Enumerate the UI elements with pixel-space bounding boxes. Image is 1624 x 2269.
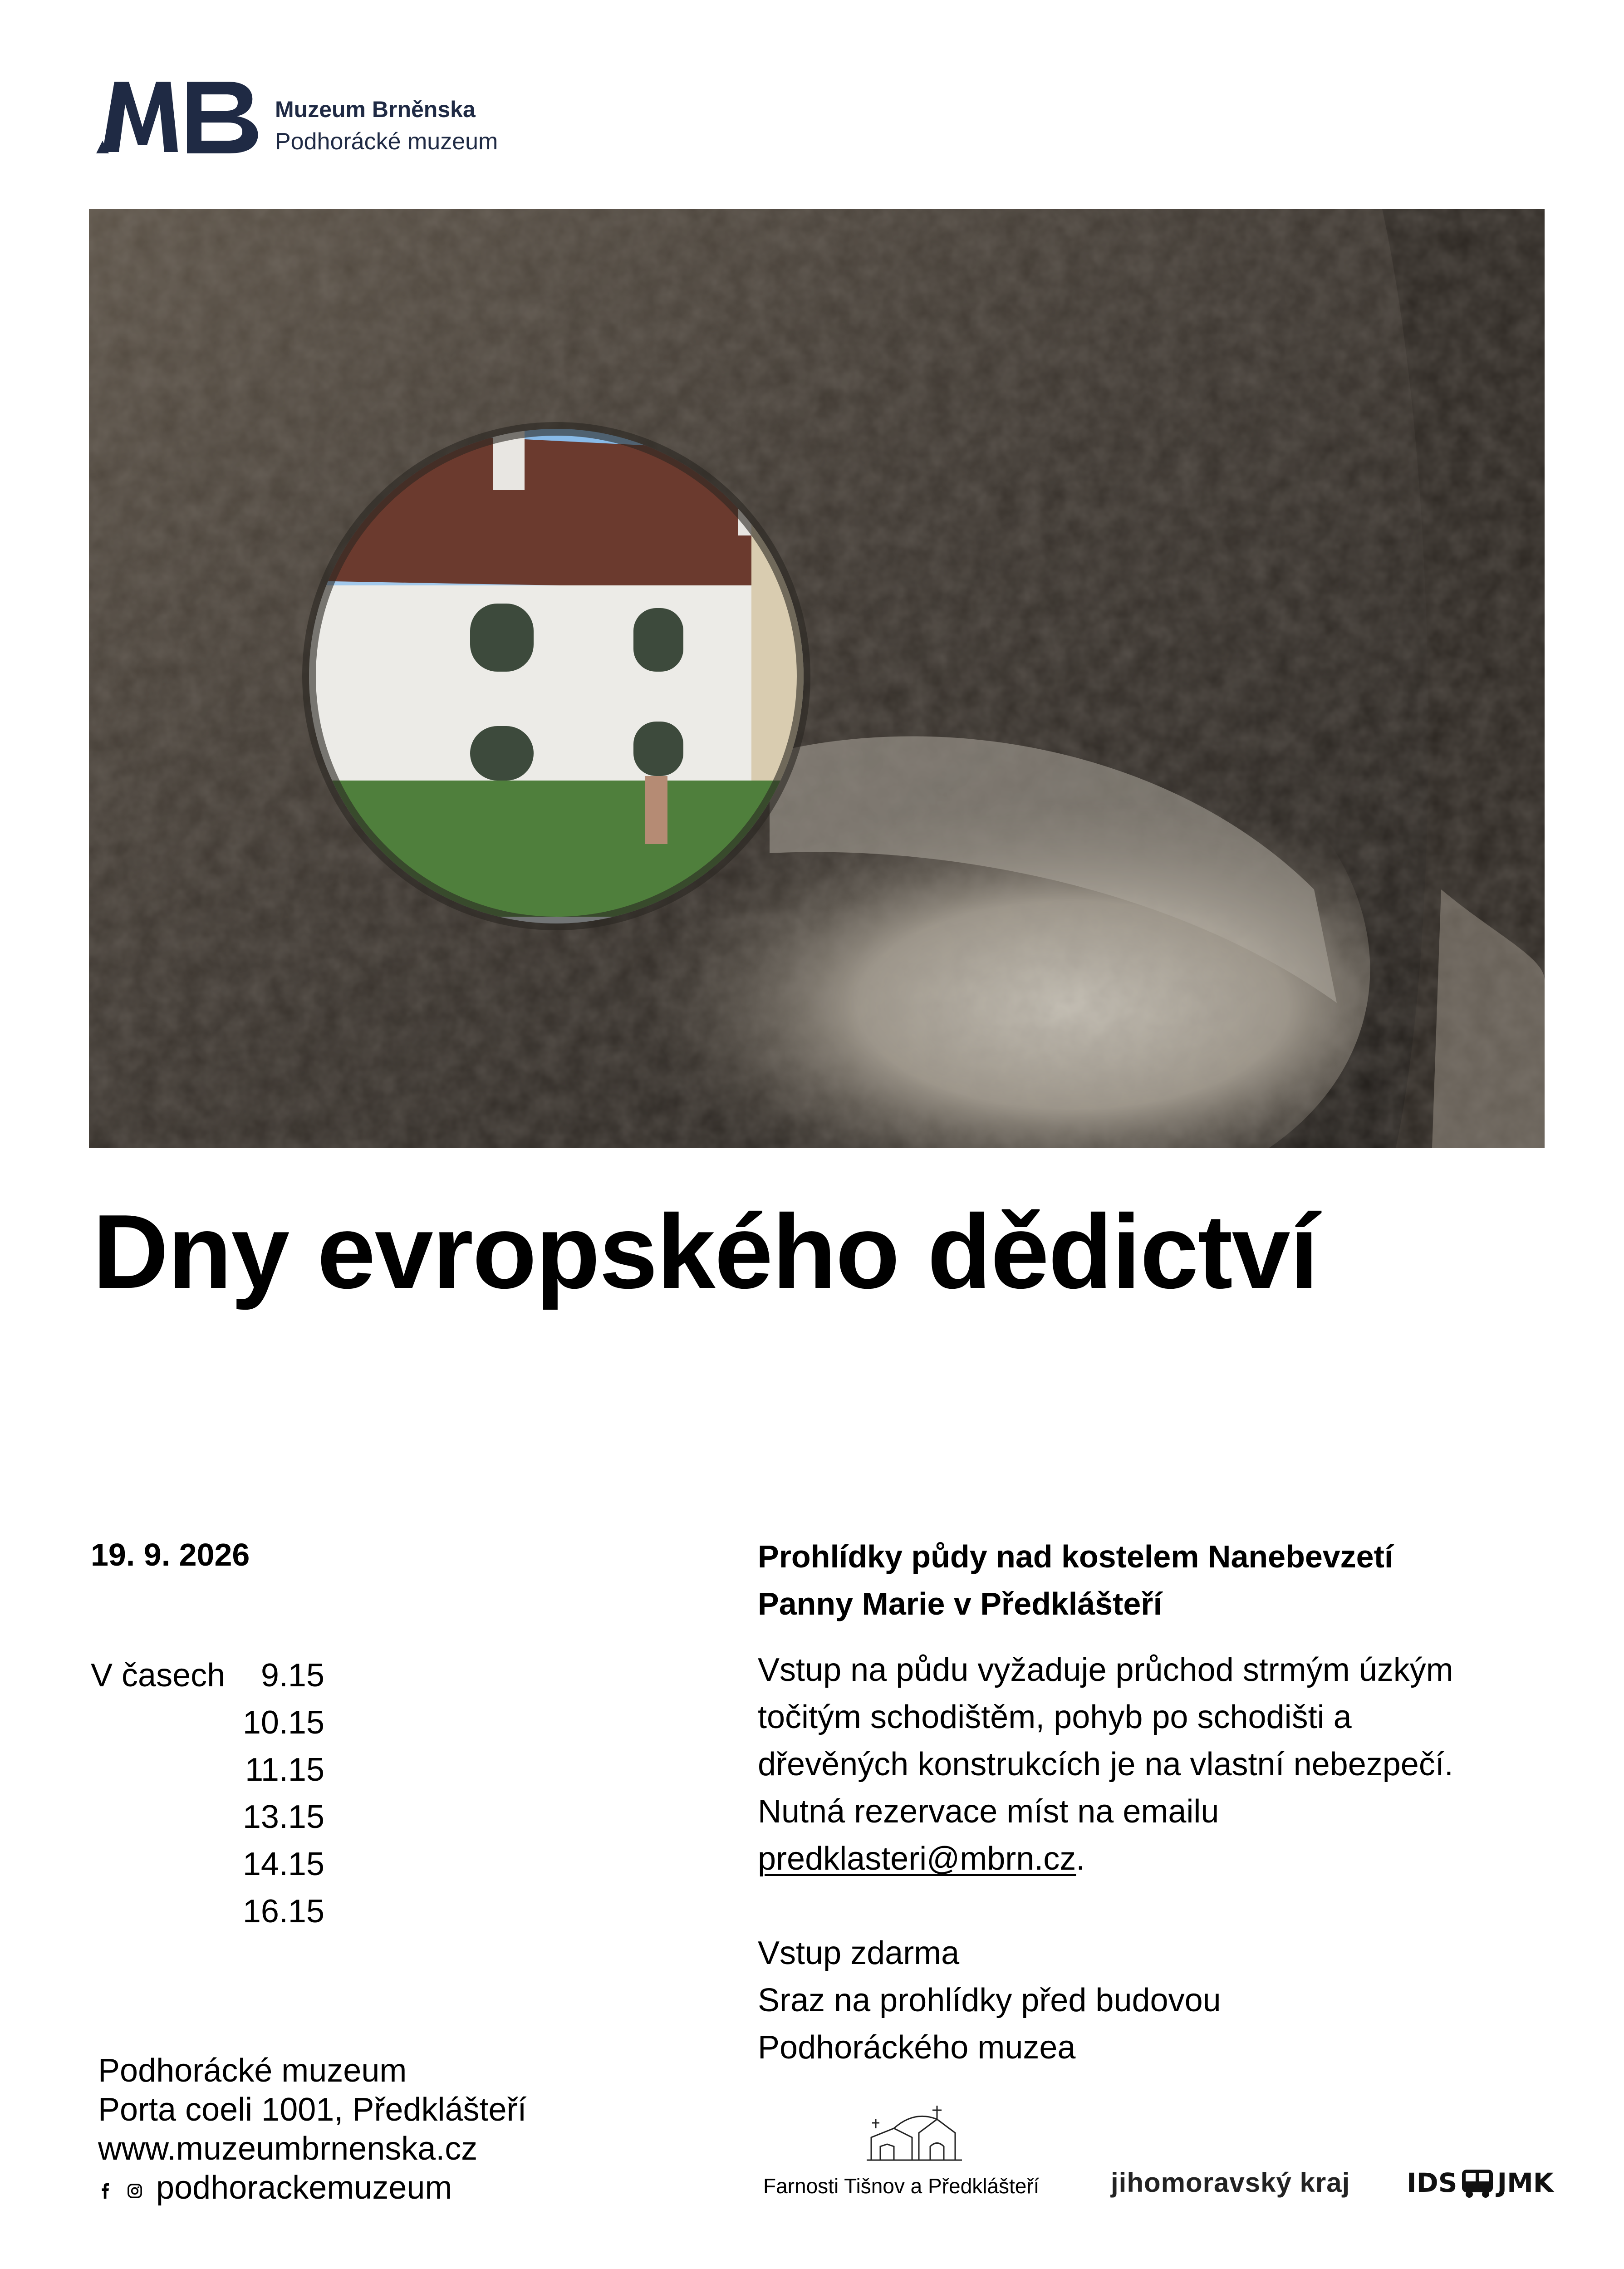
ids-right-text: JMK	[1497, 2167, 1554, 2198]
bus-icon	[1459, 2167, 1496, 2199]
logo-title: Muzeum Brněnska	[275, 97, 476, 122]
schedule-row	[91, 1841, 324, 1888]
ids-jmk-logo	[1407, 2165, 1554, 2201]
schedule-row	[91, 1793, 324, 1841]
schedule-label: V časech	[91, 1657, 226, 1694]
social-handle[interactable]: podhorackemuzeum	[156, 2170, 452, 2206]
schedule-row	[91, 1699, 324, 1746]
time-slot: 11.15	[245, 1752, 324, 1788]
body-line: dřevěných konstrukcích je na vlastní nebezpečí.	[758, 1746, 1453, 1783]
info-line: Podhoráckého muzea	[758, 2029, 1076, 2066]
parish-logo	[862, 2101, 967, 2165]
schedule-row	[91, 1652, 324, 1699]
body-line: točitým schodištěm, pohyb po schodišti a	[758, 1699, 1352, 1735]
time-schedule	[91, 1652, 324, 1935]
ids-left-text: IDS	[1407, 2167, 1457, 2198]
venue-address: Porta coeli 1001, Předklášteří	[98, 2092, 527, 2128]
region-logo: jihomoravský kraj	[1111, 2167, 1350, 2198]
page-title: Dny evropského dědictví	[93, 1193, 1318, 1311]
event-info	[758, 1930, 1538, 2071]
instagram-icon[interactable]	[127, 2183, 142, 2199]
event-heading	[758, 1533, 1538, 1627]
email-line	[758, 1835, 1538, 1882]
info-line: Vstup zdarma	[758, 1935, 960, 1971]
event-description	[758, 1533, 1538, 2071]
event-body	[758, 1646, 1538, 1882]
social-row	[98, 2168, 527, 2207]
time-slot: 10.15	[242, 1704, 324, 1741]
time-slot: 9.15	[260, 1657, 324, 1694]
event-heading-line: Panny Marie v Předklášteří	[758, 1586, 1162, 1621]
venue-info	[98, 2051, 527, 2207]
time-slot: 16.15	[242, 1893, 324, 1930]
body-line: Nutná rezervace míst na emailu	[758, 1793, 1219, 1830]
hero-photo	[89, 209, 1545, 1148]
email-link[interactable]: predklasteri@mbrn.cz	[758, 1841, 1076, 1877]
info-line: Sraz na prohlídky před budovou	[758, 1982, 1221, 2019]
event-date: 19. 9. 2026	[91, 1537, 250, 1572]
facebook-icon[interactable]	[98, 2183, 113, 2199]
museum-logo-mark	[96, 77, 264, 154]
time-slot: 13.15	[242, 1799, 324, 1835]
time-slot: 14.15	[242, 1846, 324, 1882]
event-heading-line: Prohlídky půdy nad kostelem Nanebevzetí	[758, 1539, 1393, 1574]
schedule-row	[91, 1746, 324, 1793]
venue-website[interactable]: www.muzeumbrnenska.cz	[98, 2131, 478, 2167]
venue-name: Podhorácké muzeum	[98, 2053, 407, 2089]
email-suffix: .	[1076, 1841, 1085, 1877]
schedule-row	[91, 1888, 324, 1935]
parish-name: Farnosti Tišnov a Předklášteří	[763, 2174, 1040, 2198]
body-line: Vstup na půdu vyžaduje průchod strmým úzkým	[758, 1652, 1453, 1688]
logo-subtitle: Podhorácké muzeum	[275, 128, 498, 155]
